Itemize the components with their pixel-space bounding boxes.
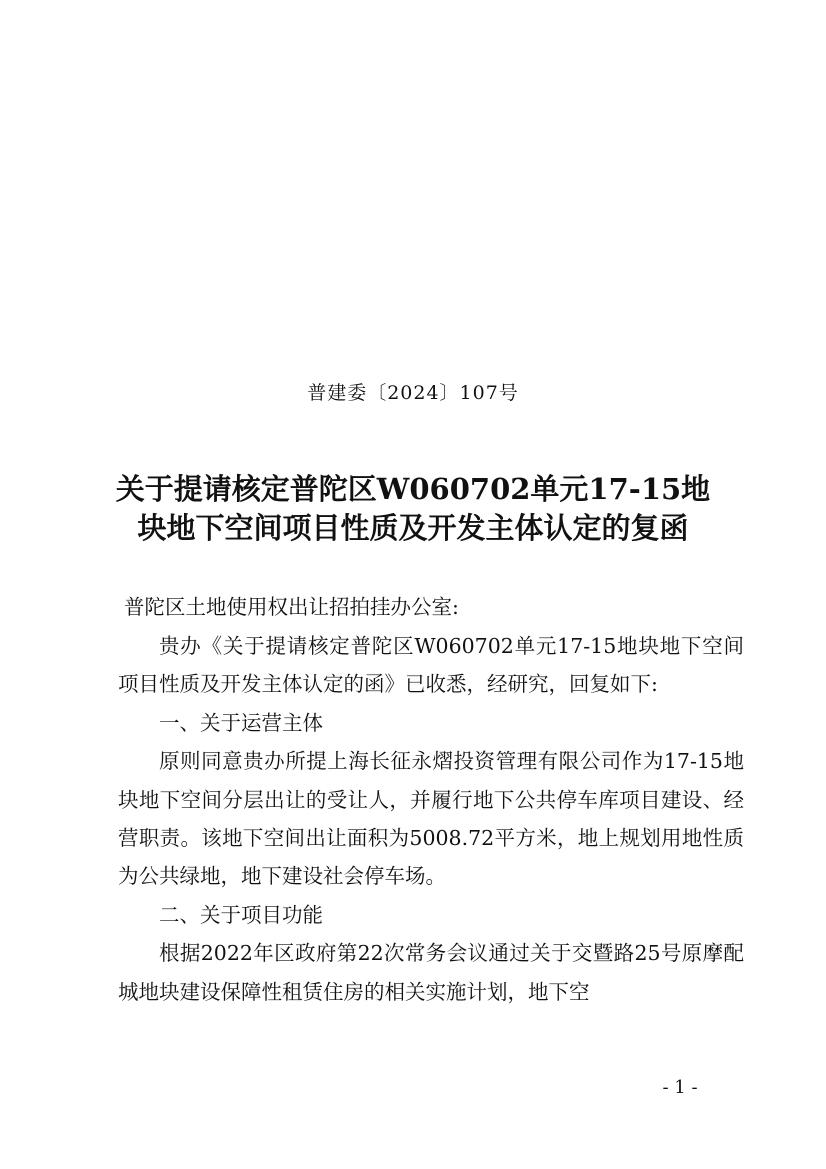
section-heading-1: 一、关于运营主体 (159, 710, 323, 735)
document-title (0, 470, 826, 548)
paragraph-section-1: 原则同意贵办所提上海长征永熠投资管理有限公司作为17-15地块地下空间分层出让的受让人，并履行地下公共停车库项目建设、经营职责。该地下空间出让面积为5008.72平方米，地上规划用地性质为公共绿地，地下建设社会停车场。 (118, 749, 744, 889)
paragraph-section-2: 根据2022年区政府第22次常务会议通过关于交暨路25号原摩配城地块建设保障性租赁住房的相关实施计划，地下空 (118, 941, 744, 1004)
page-number: - 1 - (662, 1077, 698, 1098)
document-body (118, 627, 744, 1011)
document-number: 普建委〔2024〕107号 (307, 382, 519, 404)
title-line-1: 关于提请核定普陀区W060702单元17-15地 (115, 472, 711, 506)
section-heading-2: 二、关于项目功能 (159, 902, 323, 927)
recipient-line: 普陀区土地使用权出让招拍挂办公室: (124, 595, 459, 619)
paragraph-intro: 贵办《关于提请核定普陀区W060702单元17-15地块地下空间项目性质及开发主体认定的函》已收悉，经研究，回复如下: (118, 634, 744, 697)
title-line-2: 块地下空间项目性质及开发主体认定的复函 (137, 511, 689, 545)
